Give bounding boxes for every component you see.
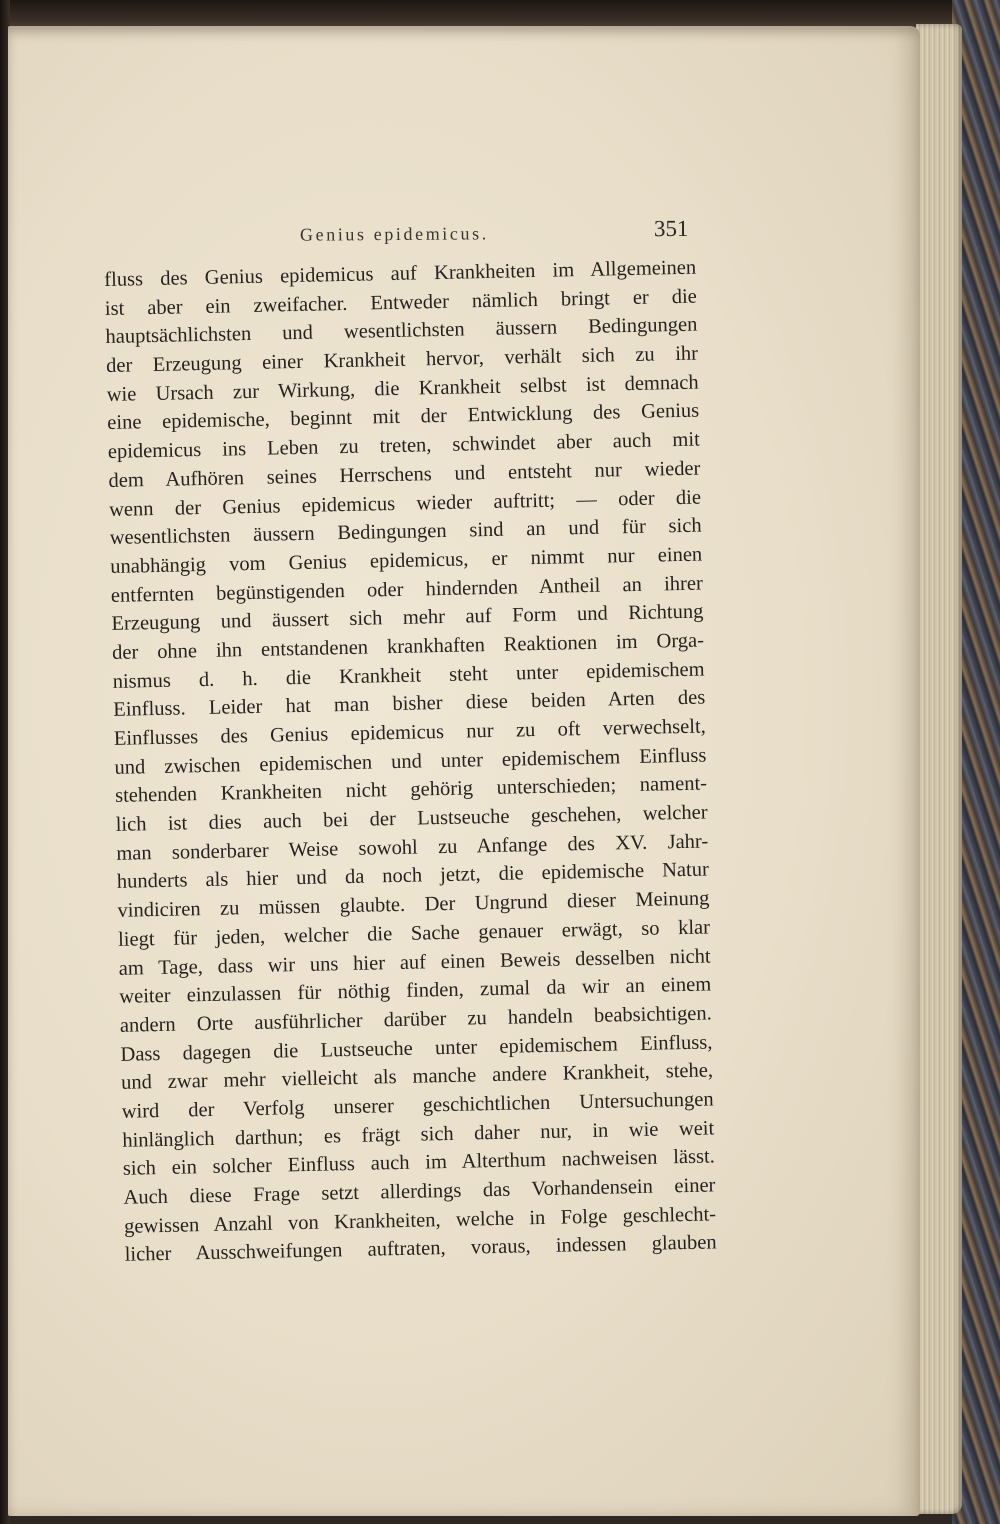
text-line: und zwar mehr vielleicht als manche andere Krankheit, stehe, (120, 1059, 714, 1095)
text-line: Einfluss. Leider hat man bisher diese beiden Arten des (113, 686, 706, 722)
text-line: unabhängig vom Genius epidemicus, er nimmt nur einen (110, 543, 703, 578)
text-line: epidemicus ins Leben zu treten, schwindet aber auch mit (107, 428, 700, 464)
text-line: weiter einzulassen für nöthig finden, zumal da wir an einem (119, 973, 712, 1009)
text-line: und zwischen epidemischen und unter epidemischem Einfluss (114, 744, 707, 779)
running-head: Genius epidemicus. (299, 223, 489, 245)
text-line: wird der Verfolg unserer geschichtlichen Untersuchungen (121, 1088, 714, 1123)
text-line: lich ist dies auch bei der Lustseuche geschehen, welcher (115, 801, 708, 836)
text-line: licher Ausschweifungen auftraten, voraus, indessen glauben (124, 1231, 717, 1267)
text-line: man sonderbarer Weise sowohl zu Anfange des XV. Jahr- (116, 830, 709, 865)
text-line: eine epidemische, beginnt mit der Entwicklung des Genius (107, 400, 700, 435)
text-line: Erzeugung und äussert sich mehr auf Form und Richtung (111, 600, 704, 636)
text-line: Auch diese Frage setzt allerdings das Vorhandensein einer (123, 1174, 716, 1209)
text-line: stehenden Krankheiten nicht gehörig unterschieden; nament- (114, 772, 708, 808)
text-line: fluss des Genius epidemicus auf Krankheiten im Allgemeinen (104, 256, 697, 291)
text-line: hauptsächlichsten und wesentlichsten äussern Bedingungen (105, 313, 698, 349)
text-line: am Tage, dass wir uns hier auf einen Beweis desselben nicht (118, 944, 711, 980)
text-line: hunderts als hier und da noch jetzt, die epidemische Natur (116, 858, 710, 894)
text-line: nismus d. h. die Krankheit steht unter epidemischem (112, 658, 705, 693)
body-text (104, 254, 717, 1270)
text-line: wie Ursach zur Wirkung, die Krankheit selbst ist demnach (106, 371, 699, 406)
text-line: Dass dagegen die Lustseuche unter epidemischem Einfluss, (120, 1030, 713, 1066)
text-line: der ohne ihn entstandenen krankhaften Reaktionen im Orga- (111, 629, 705, 664)
page-number: 351 (653, 215, 689, 242)
text-line: der Erzeugung einer Krankheit hervor, verhält sich zu ihr (105, 342, 699, 378)
text-line: ist aber ein zweifacher. Entweder nämlich bringt er die (104, 285, 697, 320)
text-line: dem Aufhören seines Herrschens und entsteht nur wieder (108, 457, 701, 492)
text-line: wenn der Genius epidemicus wieder auftritt; — oder die (108, 486, 702, 521)
text-line: wesentlichsten äussern Bedingungen sind an und für sich (109, 514, 702, 550)
text-line: liegt für jeden, welcher die Sache genauer erwägt, so klar (117, 916, 711, 951)
text-line: hinlänglich darthun; es frägt sich daher nur, in wie weit (122, 1117, 715, 1152)
page-sheet (8, 26, 920, 1516)
page-stack-edge (916, 24, 962, 1514)
text-line: Einflusses des Genius epidemicus nur zu oft verwechselt, (113, 715, 707, 750)
text-line: sich ein solcher Einfluss auch im Alterthum nachweisen lässt. (122, 1145, 716, 1181)
text-line: vindiciren zu müssen glaubte. Der Ungrund dieser Meinung (117, 887, 710, 922)
text-line: entfernten begünstigenden oder hindernden Antheil an ihrer (110, 572, 704, 607)
text-line: andern Orte ausführlicher darüber zu handeln beabsichtigen. (119, 1002, 713, 1037)
text-line: gewissen Anzahl von Krankheiten, welche in Folge geschlecht- (123, 1203, 717, 1238)
